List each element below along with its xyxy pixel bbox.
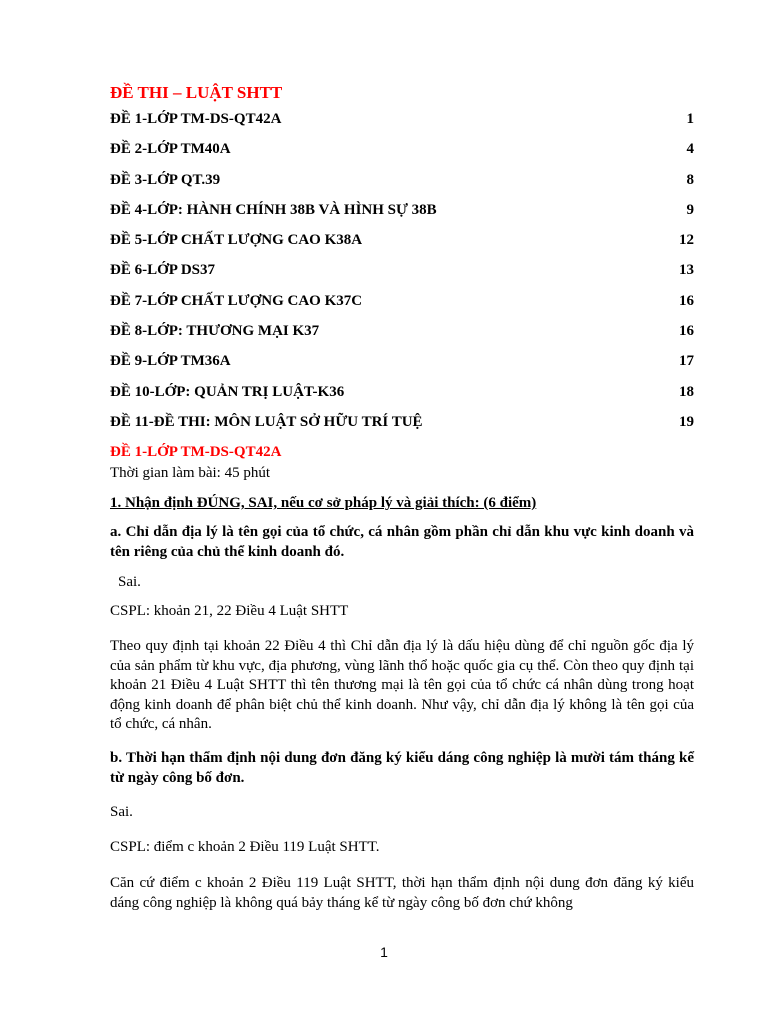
toc-label: ĐỀ 11-ĐỀ THI: MÔN LUẬT SỞ HỮU TRÍ TUỆ [110, 414, 423, 430]
section-title: ĐỀ 1-LỚP TM-DS-QT42A [110, 444, 282, 460]
toc-entry[interactable] [110, 110, 694, 128]
toc-entry[interactable] [110, 201, 694, 219]
toc-label: ĐỀ 10-LỚP: QUẢN TRỊ LUẬT-K36 [110, 384, 345, 400]
toc-page: 13 [679, 262, 694, 278]
answer-a: Sai. [118, 574, 141, 590]
page-number: 1 [380, 944, 388, 960]
toc-label: ĐỀ 8-LỚP: THƯƠNG MẠI K37 [110, 323, 320, 339]
toc-page: 4 [686, 141, 694, 157]
explanation-b: Căn cứ điểm c khoản 2 Điều 119 Luật SHTT, thời hạn thẩm định nội dung đơn đăng ký kiểu dáng công nghiệp là không quá bảy tháng kể từ ngày công bố đơn chứ không [110, 875, 694, 911]
legal-basis-a: CSPL: khoản 21, 22 Điều 4 Luật SHTT [110, 603, 349, 619]
toc-page: 16 [679, 293, 694, 309]
toc-page: 12 [679, 232, 694, 248]
toc-label: ĐỀ 6-LỚP DS37 [110, 262, 216, 278]
task-heading: 1. Nhận định ĐÚNG, SAI, nếu cơ sở pháp lý và giải thích: (6 điểm) [110, 495, 537, 511]
toc-page: 17 [679, 353, 694, 369]
toc-entry[interactable] [110, 292, 694, 310]
exam-duration: Thời gian làm bài: 45 phút [110, 465, 270, 481]
toc-label: ĐỀ 4-LỚP: HÀNH CHÍNH 38B VÀ HÌNH SỰ 38B [110, 202, 437, 218]
toc-entry[interactable] [110, 140, 694, 158]
toc-label: ĐỀ 9-LỚP TM36A [110, 353, 231, 369]
toc-entry[interactable] [110, 383, 694, 401]
toc-entry[interactable] [110, 171, 694, 189]
toc-label: ĐỀ 5-LỚP CHẤT LƯỢNG CAO K38A [110, 232, 363, 248]
toc-entry[interactable] [110, 261, 694, 279]
toc-label: ĐỀ 7-LỚP CHẤT LƯỢNG CAO K37C [110, 293, 363, 309]
explanation-a: Theo quy định tại khoản 22 Điều 4 thì Chỉ dẫn địa lý là dấu hiệu dùng để chỉ nguồn gốc địa lý của sản phẩm từ khu vực, địa phương, vùng lãnh thổ hoặc quốc gia cụ thể. Còn theo quy định tại khoản 21 Điều 4 Luật SHTT thì tên thương mại là tên gọi của tổ chức cá nhân dùng trong hoạt động kinh doanh để phân biệt chủ thể kinh doanh. Như vậy, chỉ dẫn địa lý không là tên gọi của tổ chức, cá nhân. [110, 638, 694, 732]
toc-entry[interactable] [110, 322, 694, 340]
legal-basis-b: CSPL: điểm c khoản 2 Điều 119 Luật SHTT. [110, 839, 380, 855]
question-a: a. Chỉ dẫn địa lý là tên gọi của tổ chức, cá nhân gồm phần chỉ dẫn khu vực kinh doanh và tên riêng của chủ thể kinh doanh đó. [110, 524, 694, 560]
toc-page: 16 [679, 323, 694, 339]
toc-page: 8 [686, 172, 694, 188]
toc-label: ĐỀ 2-LỚP TM40A [110, 141, 231, 157]
toc-entry[interactable] [110, 413, 694, 431]
document-title: ĐỀ THI – LUẬT SHTT [110, 83, 283, 102]
toc-page: 19 [679, 414, 694, 430]
toc-label: ĐỀ 3-LỚP QT.39 [110, 172, 221, 188]
toc-page: 1 [686, 111, 694, 127]
toc-label: ĐỀ 1-LỚP TM-DS-QT42A [110, 111, 282, 127]
toc-entry[interactable] [110, 231, 694, 249]
answer-b: Sai. [110, 804, 133, 820]
toc-page: 18 [679, 384, 694, 400]
question-b: b. Thời hạn thẩm định nội dung đơn đăng ký kiểu dáng công nghiệp là mười tám tháng kể từ ngày công bố đơn. [110, 750, 694, 786]
toc-entry[interactable] [110, 352, 694, 370]
toc-page: 9 [686, 202, 694, 218]
